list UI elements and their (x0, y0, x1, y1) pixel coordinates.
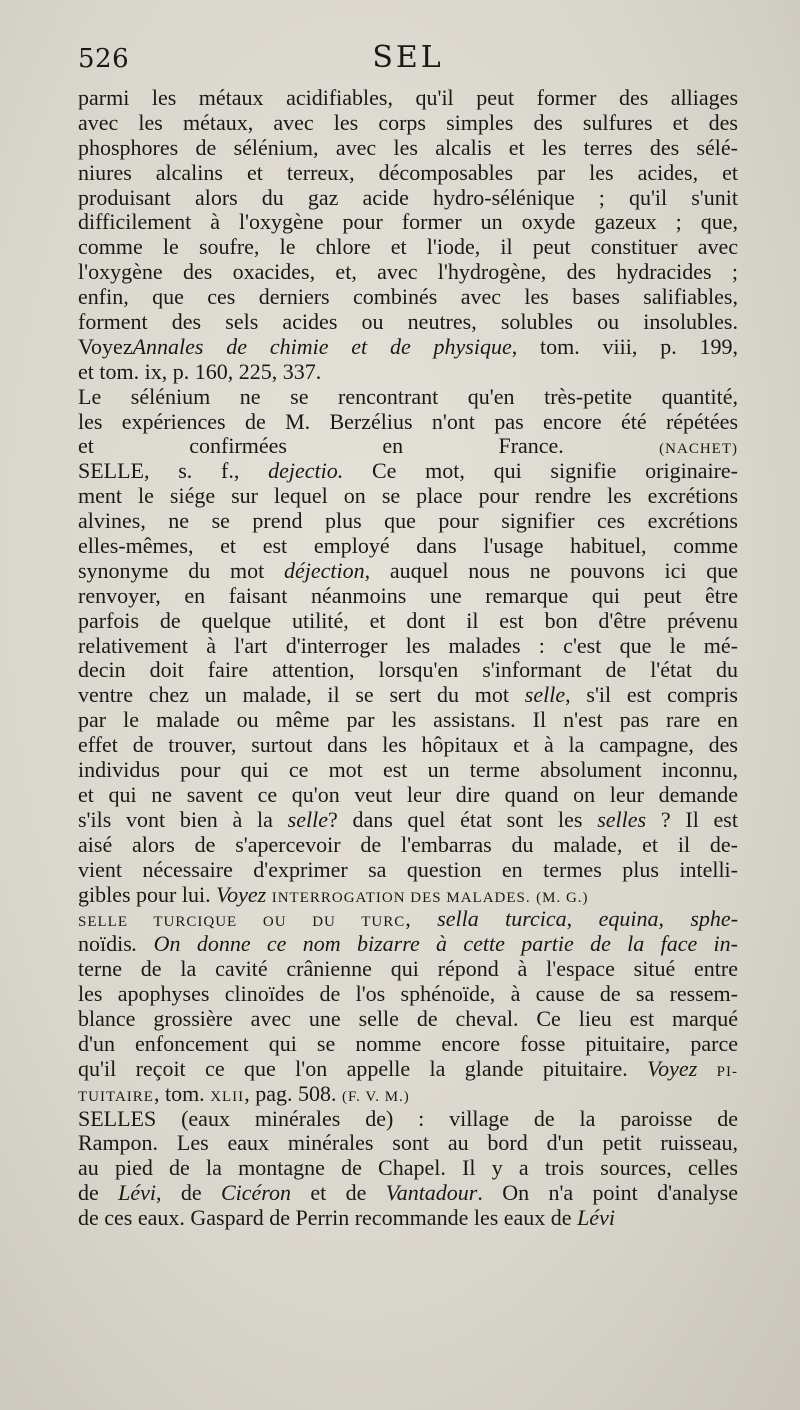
text-line: parfois de quelque utilité, et dont il est bon d'être prévenu (78, 607, 738, 633)
text-line: individus pour qui ce mot est un terme absolument inconnu, (78, 757, 738, 783)
text-line: SELLES (eaux minérales de) : village de la paroisse de (78, 1105, 738, 1131)
text-line: renvoyer, en faisant néanmoins une remarque qui peut être (78, 582, 738, 608)
text-line: gibles pour lui. Voyez INTERROGATION DES MALADES. (M. G.) (78, 881, 589, 907)
text-line: les expériences de M. Berzélius n'ont pas encore été répétées (78, 408, 738, 434)
text-line: ment le siége sur lequel on se place pour rendre les excrétions (78, 483, 738, 509)
text-line: niures alcalins et terreux, décomposables par les acides, et (78, 159, 738, 185)
text-line: aisé alors de s'apercevoir de l'embarras du malade, et il de- (78, 831, 738, 857)
text-line: relativement à l'art d'interroger les malades : c'est que le mé- (78, 632, 738, 658)
text-line: decin doit faire attention, lorsqu'en s'informant de l'état du (78, 657, 738, 683)
text-line: Le sélénium ne se rencontrant qu'en très-petite quantité, (78, 383, 738, 409)
text-line: avec les métaux, avec les corps simples des sulfures et des (78, 109, 738, 135)
text-line: par le malade ou même par les assistans. Il n'est pas rare en (78, 707, 738, 733)
text-line: enfin, que ces derniers combinés avec les bases salifiables, (78, 284, 738, 310)
text-line: les apophyses clinoïdes de l'os sphénoïde, à cause de sa ressem- (78, 981, 738, 1007)
text-line: ventre chez un malade, il se sert du mot selle, s'il est compris (78, 682, 738, 708)
text-line: noïdis. On donne ce nom bizarre à cette partie de la face in- (78, 931, 738, 957)
text-line: vient nécessaire d'exprimer sa question en termes plus intelli- (78, 856, 738, 882)
text-line: et tom. ix, p. 160, 225, 337. (78, 358, 322, 384)
body-text (78, 86, 738, 1231)
text-line: terne de la cavité crânienne qui répond à l'espace situé entre (78, 956, 738, 982)
running-head: SEL (372, 40, 444, 75)
text-line: SELLE TURCIQUE OU DU TURC, sella turcica, equina, sphe- (78, 906, 739, 932)
text-line: s'ils vont bien à la selle? dans quel état sont les selles ? Il est (78, 806, 738, 832)
text-line: et confirmées en France. (NACHET) (78, 433, 738, 459)
text-line: phosphores de sélénium, avec les alcalis et les terres des sélé- (78, 134, 738, 160)
text-line: d'un enfoncement qui se nomme encore fosse pituitaire, parce (78, 1030, 738, 1056)
text-line: au pied de la montagne de Chapel. Il y a trois sources, celles (78, 1155, 738, 1181)
text-line: comme le soufre, le chlore et l'iode, il peut constituer avec (78, 234, 738, 260)
text-line: effet de trouver, surtout dans les hôpitaux et à la campagne, des (78, 732, 738, 758)
page-number: 526 (78, 44, 130, 74)
text-line: Rampon. Les eaux minérales sont au bord d'un petit ruisseau, (78, 1130, 738, 1156)
text-line: et qui ne savent ce qu'on veut leur dire quand on leur demande (78, 781, 738, 807)
text-line: VoyezAnnales de chimie et de physique, tom. viii, p. 199, (78, 333, 738, 359)
text-line: elles-mêmes, et est employé dans l'usage habituel, comme (78, 533, 738, 559)
text-line: parmi les métaux acidifiables, qu'il peut former des alliages (78, 85, 738, 110)
text-line: TUITAIRE, tom. XLII, pag. 508. (F. V. M.) (78, 1080, 410, 1106)
text-line: produisant alors du gaz acide hydro-sélénique ; qu'il s'unit (78, 184, 738, 210)
text-line: de ces eaux. Gaspard de Perrin recommande les eaux de Lévi (78, 1205, 615, 1231)
text-line: l'oxygène des oxacides, et, avec l'hydrogène, des hydracides ; (78, 259, 738, 285)
text-line: SELLE, s. f., dejectio. Ce mot, qui signifie originaire- (78, 458, 738, 484)
text-line: qu'il reçoit ce que l'on appelle la glande pituitaire. Voyez PI- (78, 1055, 739, 1081)
text-line: blance grossière avec une selle de cheval. Ce lieu est marqué (78, 1005, 738, 1031)
text-line: difficilement à l'oxygène pour former un oxyde gazeux ; que, (78, 209, 738, 235)
page-header (78, 40, 738, 84)
text-line: alvines, ne se prend plus que pour signifier ces excrétions (78, 508, 738, 534)
text-line: de Lévi, de Cicéron et de Vantadour. On n'a point d'analyse (78, 1180, 739, 1206)
text-line: forment des sels acides ou neutres, solubles ou insolubles. (78, 309, 738, 335)
text-line: synonyme du mot déjection, auquel nous ne pouvons ici que (78, 557, 738, 583)
